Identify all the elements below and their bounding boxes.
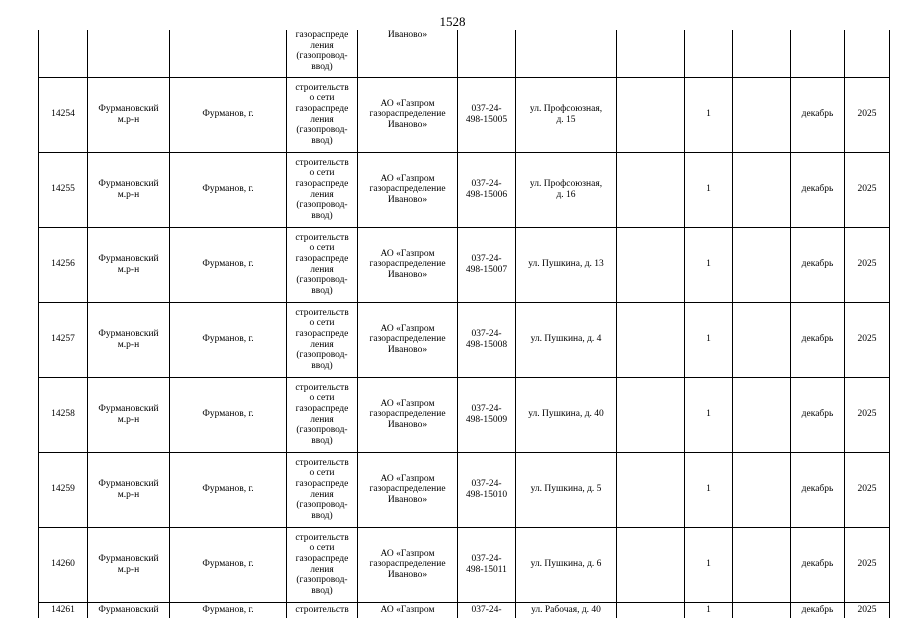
- cell-empty: [733, 30, 791, 77]
- cell-organization: АО «Газпром газораспределение Иваново»: [358, 77, 458, 152]
- cell-empty: [170, 30, 287, 77]
- cell-empty: [617, 227, 685, 302]
- cell-empty: [617, 30, 685, 77]
- cell-empty: [733, 302, 791, 377]
- cell-code: 037-24-: [458, 602, 516, 618]
- cell-empty: [39, 30, 88, 77]
- table-row: [39, 77, 890, 152]
- cell-empty: [617, 452, 685, 527]
- cell-work-type: строительств о сети газораспреде ления (газопровод- ввод): [287, 452, 358, 527]
- cell-object-code: 037-24- 498-15007: [458, 227, 516, 302]
- cell-settlement: Фурманов, г.: [170, 302, 287, 377]
- cell-organization: АО «Газпром газораспределение Иваново»: [358, 302, 458, 377]
- cell-district: Фурмановский м.р-н: [88, 77, 170, 152]
- cell-quantity: 1: [685, 77, 733, 152]
- table-row: [39, 527, 890, 602]
- cell-work-type: строительств о сети газораспреде ления (газопровод- ввод): [287, 152, 358, 227]
- cell-id: 14256: [39, 227, 88, 302]
- cell-work-type: строительств о сети газораспреде ления (газопровод- ввод): [287, 527, 358, 602]
- table-row: [39, 377, 890, 452]
- cell-empty: [733, 602, 791, 618]
- cell-month: декабрь: [791, 302, 845, 377]
- cell-address: ул. Пушкина, д. 5: [516, 452, 617, 527]
- cell-month: декабрь: [791, 527, 845, 602]
- cell-quantity: 1: [685, 152, 733, 227]
- cell-quantity: 1: [685, 527, 733, 602]
- cell-id: 14259: [39, 452, 88, 527]
- cell-month: декабрь: [791, 77, 845, 152]
- cell-address: ул. Профсоюзная, д. 15: [516, 77, 617, 152]
- cell-settlement: Фурманов, г.: [170, 602, 287, 618]
- cell-empty: [617, 152, 685, 227]
- cell-year: 2025: [845, 227, 890, 302]
- cell-district: Фурмановский м.р-н: [88, 302, 170, 377]
- cell-id: 14258: [39, 377, 88, 452]
- cell-address: ул. Пушкина, д. 6: [516, 527, 617, 602]
- cell-work-type: газораспреде ления (газопровод- ввод): [287, 30, 358, 77]
- cell-object-code: 037-24- 498-15005: [458, 77, 516, 152]
- cell-empty: [617, 377, 685, 452]
- cell-empty: [617, 77, 685, 152]
- table-row: [39, 602, 890, 618]
- cell-year: 2025: [845, 527, 890, 602]
- cell-settlement: Фурманов, г.: [170, 227, 287, 302]
- cell-empty: [733, 227, 791, 302]
- cell-quantity: 1: [685, 302, 733, 377]
- cell-empty: [458, 30, 516, 77]
- cell-work-type: строительств о сети газораспреде ления (газопровод- ввод): [287, 227, 358, 302]
- cell-year: 2025: [845, 602, 890, 618]
- cell-district: Фурмановский м.р-н: [88, 377, 170, 452]
- cell-settlement: Фурманов, г.: [170, 152, 287, 227]
- cell-organization: АО «Газпром газораспределение Иваново»: [358, 527, 458, 602]
- registry-table: [38, 30, 890, 618]
- cell-empty: [845, 30, 890, 77]
- cell-object-code: 037-24- 498-15008: [458, 302, 516, 377]
- cell-settlement: Фурманов, г.: [170, 452, 287, 527]
- cell-month: декабрь: [791, 602, 845, 618]
- cell-address: ул. Профсоюзная, д. 16: [516, 152, 617, 227]
- table-row: [39, 152, 890, 227]
- cell-year: 2025: [845, 302, 890, 377]
- cell-empty: [733, 152, 791, 227]
- cell-month: декабрь: [791, 452, 845, 527]
- cell-year: 2025: [845, 152, 890, 227]
- cell-month: декабрь: [791, 377, 845, 452]
- cell-qty: 1: [685, 602, 733, 618]
- cell-empty: [733, 377, 791, 452]
- cell-month: декабрь: [791, 152, 845, 227]
- cell-empty: [617, 602, 685, 618]
- cell-work: строительств: [287, 602, 358, 618]
- cell-district: Фурмановский: [88, 602, 170, 618]
- cell-address: ул. Пушкина, д. 40: [516, 377, 617, 452]
- cell-year: 2025: [845, 452, 890, 527]
- cell-organization: АО «Газпром газораспределение Иваново»: [358, 452, 458, 527]
- cell-settlement: Фурманов, г.: [170, 77, 287, 152]
- table-row: [39, 227, 890, 302]
- cell-empty: [733, 77, 791, 152]
- cell-quantity: 1: [685, 227, 733, 302]
- table-row: [39, 302, 890, 377]
- cell-object-code: 037-24- 498-15006: [458, 152, 516, 227]
- cell-id: 14257: [39, 302, 88, 377]
- cell-address: ул. Рабочая, д. 40: [516, 602, 617, 618]
- cell-object-code: 037-24- 498-15010: [458, 452, 516, 527]
- cell-work-type: строительств о сети газораспреде ления (газопровод- ввод): [287, 302, 358, 377]
- cell-empty: [516, 30, 617, 77]
- cell-id: 14260: [39, 527, 88, 602]
- cell-organization: АО «Газпром газораспределение Иваново»: [358, 227, 458, 302]
- table-row-continuation: [39, 30, 890, 77]
- cell-district: Фурмановский м.р-н: [88, 152, 170, 227]
- cell-object-code: 037-24- 498-15009: [458, 377, 516, 452]
- cell-empty: [733, 452, 791, 527]
- cell-settlement: Фурманов, г.: [170, 377, 287, 452]
- cell-month: декабрь: [791, 227, 845, 302]
- cell-year: 2025: [845, 77, 890, 152]
- cell-district: Фурмановский м.р-н: [88, 452, 170, 527]
- cell-empty: [685, 30, 733, 77]
- cell-quantity: 1: [685, 452, 733, 527]
- cell-work-type: строительств о сети газораспреде ления (газопровод- ввод): [287, 377, 358, 452]
- cell-empty: [88, 30, 170, 77]
- cell-id: 14254: [39, 77, 88, 152]
- cell-org: АО «Газпром: [358, 602, 458, 618]
- cell-organization: Иваново»: [358, 30, 458, 77]
- cell-district: Фурмановский м.р-н: [88, 227, 170, 302]
- cell-id: 14261: [39, 602, 88, 618]
- cell-address: ул. Пушкина, д. 13: [516, 227, 617, 302]
- cell-district: Фурмановский м.р-н: [88, 527, 170, 602]
- cell-organization: АО «Газпром газораспределение Иваново»: [358, 377, 458, 452]
- cell-work-type: строительств о сети газораспреде ления (газопровод- ввод): [287, 77, 358, 152]
- cell-empty: [791, 30, 845, 77]
- cell-id: 14255: [39, 152, 88, 227]
- cell-organization: АО «Газпром газораспределение Иваново»: [358, 152, 458, 227]
- cell-empty: [617, 302, 685, 377]
- cell-empty: [733, 527, 791, 602]
- cell-address: ул. Пушкина, д. 4: [516, 302, 617, 377]
- table-row: [39, 452, 890, 527]
- cell-year: 2025: [845, 377, 890, 452]
- cell-object-code: 037-24- 498-15011: [458, 527, 516, 602]
- cell-settlement: Фурманов, г.: [170, 527, 287, 602]
- cell-empty: [617, 527, 685, 602]
- cell-quantity: 1: [685, 377, 733, 452]
- page-number: 1528: [439, 14, 466, 29]
